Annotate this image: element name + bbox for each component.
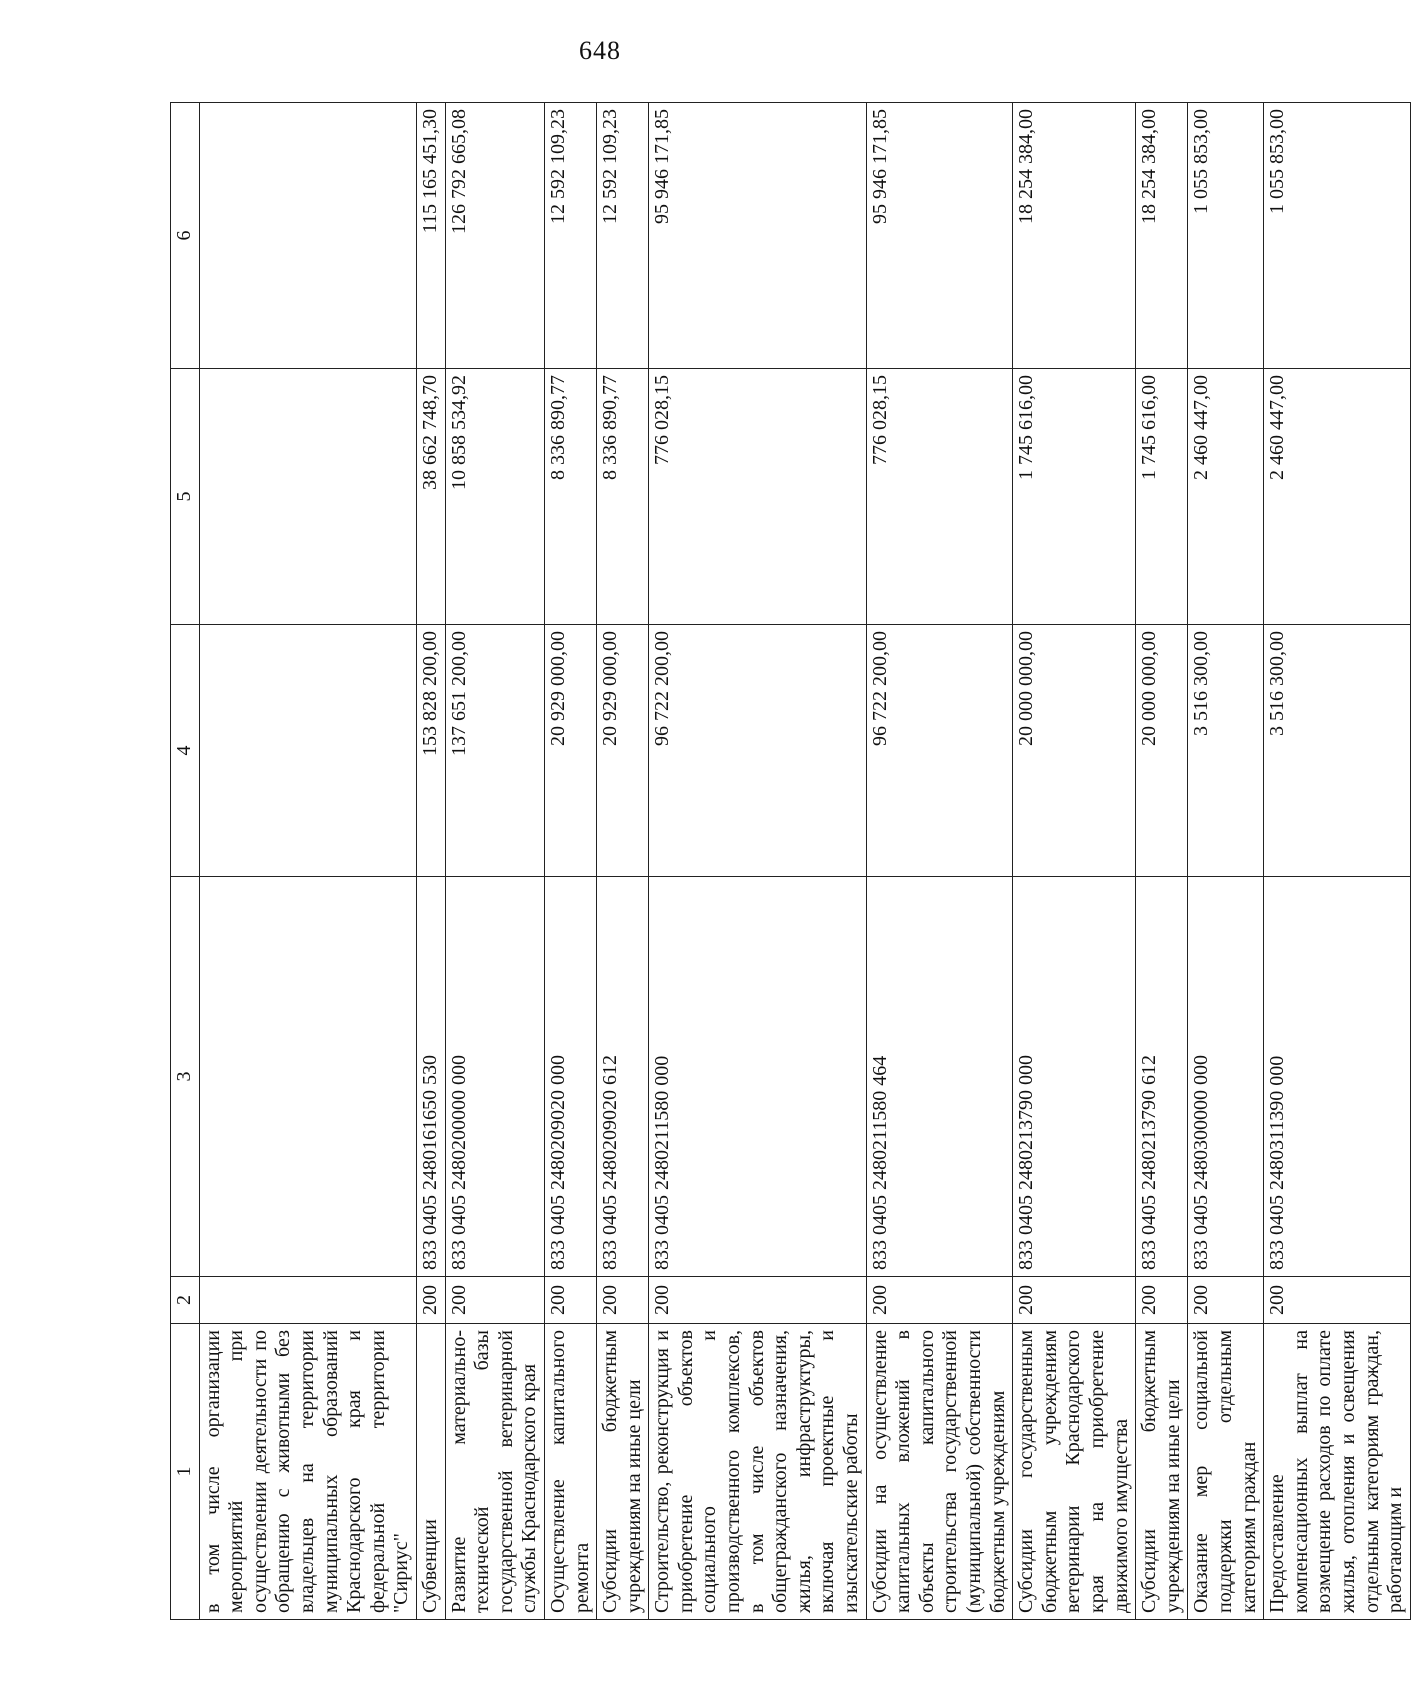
page-number: 648	[579, 36, 621, 65]
row-code-cell	[199, 877, 416, 1277]
row-vr-cell: 200	[445, 1277, 544, 1324]
table-body	[171, 103, 1411, 1620]
row-vr-cell: 200	[1264, 1277, 1411, 1324]
row-amount-cell: 10 858 534,92	[445, 369, 544, 625]
row-code-cell: 833 0405 2480213790 000	[1013, 877, 1136, 1277]
row-vr-cell: 200	[866, 1277, 1013, 1324]
row-amount-cell: 115 165 451,30	[416, 103, 445, 369]
row-name-cell: в том числе организации мероприятий при осуществлении деятельности по обращению с животными без владельцев на территории муниципальных образований Краснодарского края и федеральной территории "Сириус"	[199, 1324, 416, 1620]
row-amount-cell: 20 929 000,00	[597, 625, 649, 877]
row-amount-cell: 12 592 109,23	[544, 103, 596, 369]
row-code-cell: 833 0405 2480311390 000	[1264, 877, 1411, 1277]
header-cell: 4	[171, 625, 200, 877]
row-amount-cell: 20 000 000,00	[1013, 625, 1136, 877]
table-row	[1136, 103, 1188, 1620]
row-amount-cell: 153 828 200,00	[416, 625, 445, 877]
row-amount-cell: 20 929 000,00	[544, 625, 596, 877]
row-amount-cell: 1 745 616,00	[1013, 369, 1136, 625]
table-row	[597, 103, 649, 1620]
row-code-cell: 833 0405 2480209020 612	[597, 877, 649, 1277]
row-amount-cell: 776 028,15	[866, 369, 1013, 625]
table-row	[445, 103, 544, 1620]
row-amount-cell: 8 336 890,77	[544, 369, 596, 625]
row-amount-cell: 18 254 384,00	[1013, 103, 1136, 369]
row-amount-cell: 776 028,15	[649, 369, 866, 625]
header-row	[171, 103, 200, 1620]
row-amount-cell: 2 460 447,00	[1264, 369, 1411, 625]
row-amount-cell: 18 254 384,00	[1136, 103, 1188, 369]
row-vr-cell: 200	[416, 1277, 445, 1324]
row-name-cell: Предоставление компенсационных выплат на возмещение расходов по оплате жилья, отопления и освещения отдельным категориям граждан, работающим и	[1264, 1324, 1411, 1620]
table-row	[199, 103, 416, 1620]
row-amount-cell	[199, 103, 416, 369]
row-name-cell: Строительство, реконструкция и приобретение объектов социального и производственного комплексов, в том числе объектов общегражданского назначения, жилья, инфраструктуры, включая проектные и изыскательские работы	[649, 1324, 866, 1620]
row-amount-cell: 2 460 447,00	[1188, 369, 1264, 625]
table-row	[544, 103, 596, 1620]
row-code-cell: 833 0405 2480300000 000	[1188, 877, 1264, 1277]
row-code-cell: 833 0405 2480209020 000	[544, 877, 596, 1277]
row-amount-cell: 96 722 200,00	[649, 625, 866, 877]
row-amount-cell: 96 722 200,00	[866, 625, 1013, 877]
row-name-cell: Субсидии на осуществление капитальных вложений в объекты капитального строительства государственной (муниципальной) собственности бюджетным учреждениям	[866, 1324, 1013, 1620]
row-name-cell: Оказание мер социальной поддержки отдельным категориям граждан	[1188, 1324, 1264, 1620]
row-vr-cell: 200	[1136, 1277, 1188, 1324]
table-row	[649, 103, 866, 1620]
row-code-cell: 833 0405 2480161650 530	[416, 877, 445, 1277]
row-name-cell: Субсидии бюджетным учреждениям на иные цели	[597, 1324, 649, 1620]
row-amount-cell	[199, 625, 416, 877]
row-name-cell: Субсидии государственным бюджетным учреждениям ветеринарии Краснодарского края на приобретение движимого имущества	[1013, 1324, 1136, 1620]
table-row	[1013, 103, 1136, 1620]
row-name-cell: Субвенции	[416, 1324, 445, 1620]
header-cell: 1	[171, 1324, 200, 1620]
row-vr-cell: 200	[1188, 1277, 1264, 1324]
header-cell: 2	[171, 1277, 200, 1324]
row-amount-cell: 1 055 853,00	[1188, 103, 1264, 369]
row-amount-cell: 20 000 000,00	[1136, 625, 1188, 877]
row-amount-cell: 95 946 171,85	[649, 103, 866, 369]
row-amount-cell: 126 792 665,08	[445, 103, 544, 369]
rotated-table-container	[170, 103, 1407, 1620]
table-row	[866, 103, 1013, 1620]
row-amount-cell	[199, 369, 416, 625]
row-name-cell: Субсидии бюджетным учреждениям на иные цели	[1136, 1324, 1188, 1620]
row-name-cell: Осуществление капитального ремонта	[544, 1324, 596, 1620]
row-vr-cell	[199, 1277, 416, 1324]
row-amount-cell: 8 336 890,77	[597, 369, 649, 625]
table-row	[416, 103, 445, 1620]
row-code-cell: 833 0405 2480211580 464	[866, 877, 1013, 1277]
budget-table	[170, 102, 1411, 1620]
row-amount-cell: 38 662 748,70	[416, 369, 445, 625]
row-vr-cell: 200	[544, 1277, 596, 1324]
row-code-cell: 833 0405 2480213790 612	[1136, 877, 1188, 1277]
row-vr-cell: 200	[649, 1277, 866, 1324]
table-row	[1264, 103, 1411, 1620]
header-cell: 5	[171, 369, 200, 625]
row-amount-cell: 3 516 300,00	[1264, 625, 1411, 877]
header-cell: 3	[171, 877, 200, 1277]
row-name-cell: Развитие материально-технической базы государственной ветеринарной службы Краснодарского края	[445, 1324, 544, 1620]
row-code-cell: 833 0405 2480200000 000	[445, 877, 544, 1277]
row-amount-cell: 95 946 171,85	[866, 103, 1013, 369]
table-row	[1188, 103, 1264, 1620]
row-amount-cell: 1 055 853,00	[1264, 103, 1411, 369]
row-vr-cell: 200	[597, 1277, 649, 1324]
row-amount-cell: 1 745 616,00	[1136, 369, 1188, 625]
row-amount-cell: 137 651 200,00	[445, 625, 544, 877]
row-amount-cell: 12 592 109,23	[597, 103, 649, 369]
row-vr-cell: 200	[1013, 1277, 1136, 1324]
row-amount-cell: 3 516 300,00	[1188, 625, 1264, 877]
header-cell: 6	[171, 103, 200, 369]
row-code-cell: 833 0405 2480211580 000	[649, 877, 866, 1277]
